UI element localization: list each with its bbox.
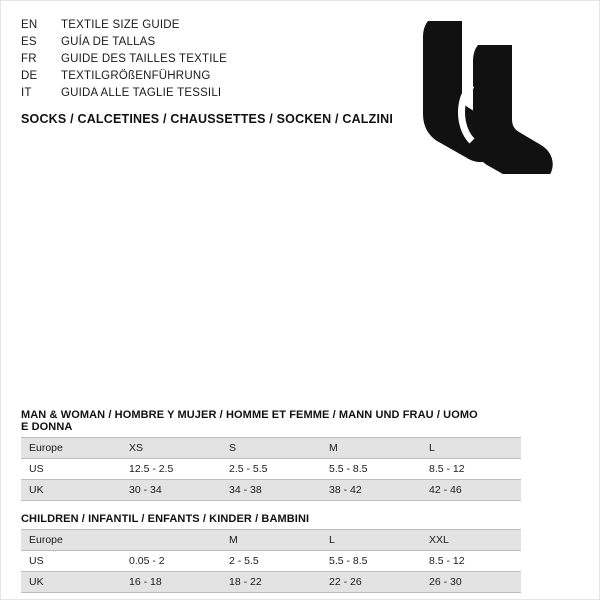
adult-size-table-block [21,409,481,501]
product-heading: SOCKS / CALCETINES / CHAUSSETTES / SOCKEN / CALZINI [21,112,394,126]
header-size: XS [121,438,221,459]
row-cell: 26 - 30 [421,572,521,593]
language-row [21,17,381,34]
row-cell: 22 - 26 [321,572,421,593]
row-cell: 0.05 - 2 [121,551,221,572]
header-size: M [321,438,421,459]
row-label: UK [21,572,121,593]
header-size: L [321,530,421,551]
header-size: L [421,438,521,459]
language-title-list [21,17,381,102]
header-size-empty [121,530,221,551]
language-title: GUIDA ALLE TAGLIE TESSILI [61,87,222,99]
row-cell: 5.5 - 8.5 [321,459,421,480]
table-header-row [21,438,521,459]
table-row [21,572,521,593]
row-cell: 42 - 46 [421,480,521,501]
adult-size-table [21,437,521,501]
row-cell: 8.5 - 12 [421,551,521,572]
table-header-row [21,530,521,551]
table-row [21,480,521,501]
header-size: XXL [421,530,521,551]
language-row [21,34,381,51]
row-cell: 38 - 42 [321,480,421,501]
language-code: IT [21,87,32,99]
children-size-table-block [21,513,481,593]
row-cell: 34 - 38 [221,480,321,501]
language-row [21,85,381,102]
row-cell: 18 - 22 [221,572,321,593]
children-size-table [21,529,521,593]
language-code: ES [21,36,37,48]
language-code: DE [21,70,38,82]
header-label: Europe [21,530,121,551]
row-cell: 16 - 18 [121,572,221,593]
socks-icon [406,19,571,174]
header-size: S [221,438,321,459]
children-table-title: CHILDREN / INFANTIL / ENFANTS / KINDER / BAMBINI [21,513,310,525]
header-size: M [221,530,321,551]
language-title: TEXTILE SIZE GUIDE [61,19,180,31]
adult-table-title: MAN & WOMAN / HOMBRE Y MUJER / HOMME ET FEMME / MANN UND FRAU / UOMO E DONNA [21,409,478,433]
row-label: US [21,459,121,480]
row-cell: 30 - 34 [121,480,221,501]
row-cell: 5.5 - 8.5 [321,551,421,572]
table-row [21,459,521,480]
table-row [21,551,521,572]
language-code: EN [21,19,38,31]
language-code: FR [21,53,37,65]
row-cell: 8.5 - 12 [421,459,521,480]
row-label: US [21,551,121,572]
row-label: UK [21,480,121,501]
language-row [21,51,381,68]
row-cell: 12.5 - 2.5 [121,459,221,480]
language-row [21,68,381,85]
row-cell: 2.5 - 5.5 [221,459,321,480]
language-title: TEXTILGRÖßENFÜHRUNG [61,70,211,82]
language-title: GUÍA DE TALLAS [61,36,156,48]
header-label: Europe [21,438,121,459]
row-cell: 2 - 5.5 [221,551,321,572]
language-title: GUIDE DES TAILLES TEXTILE [61,53,228,65]
